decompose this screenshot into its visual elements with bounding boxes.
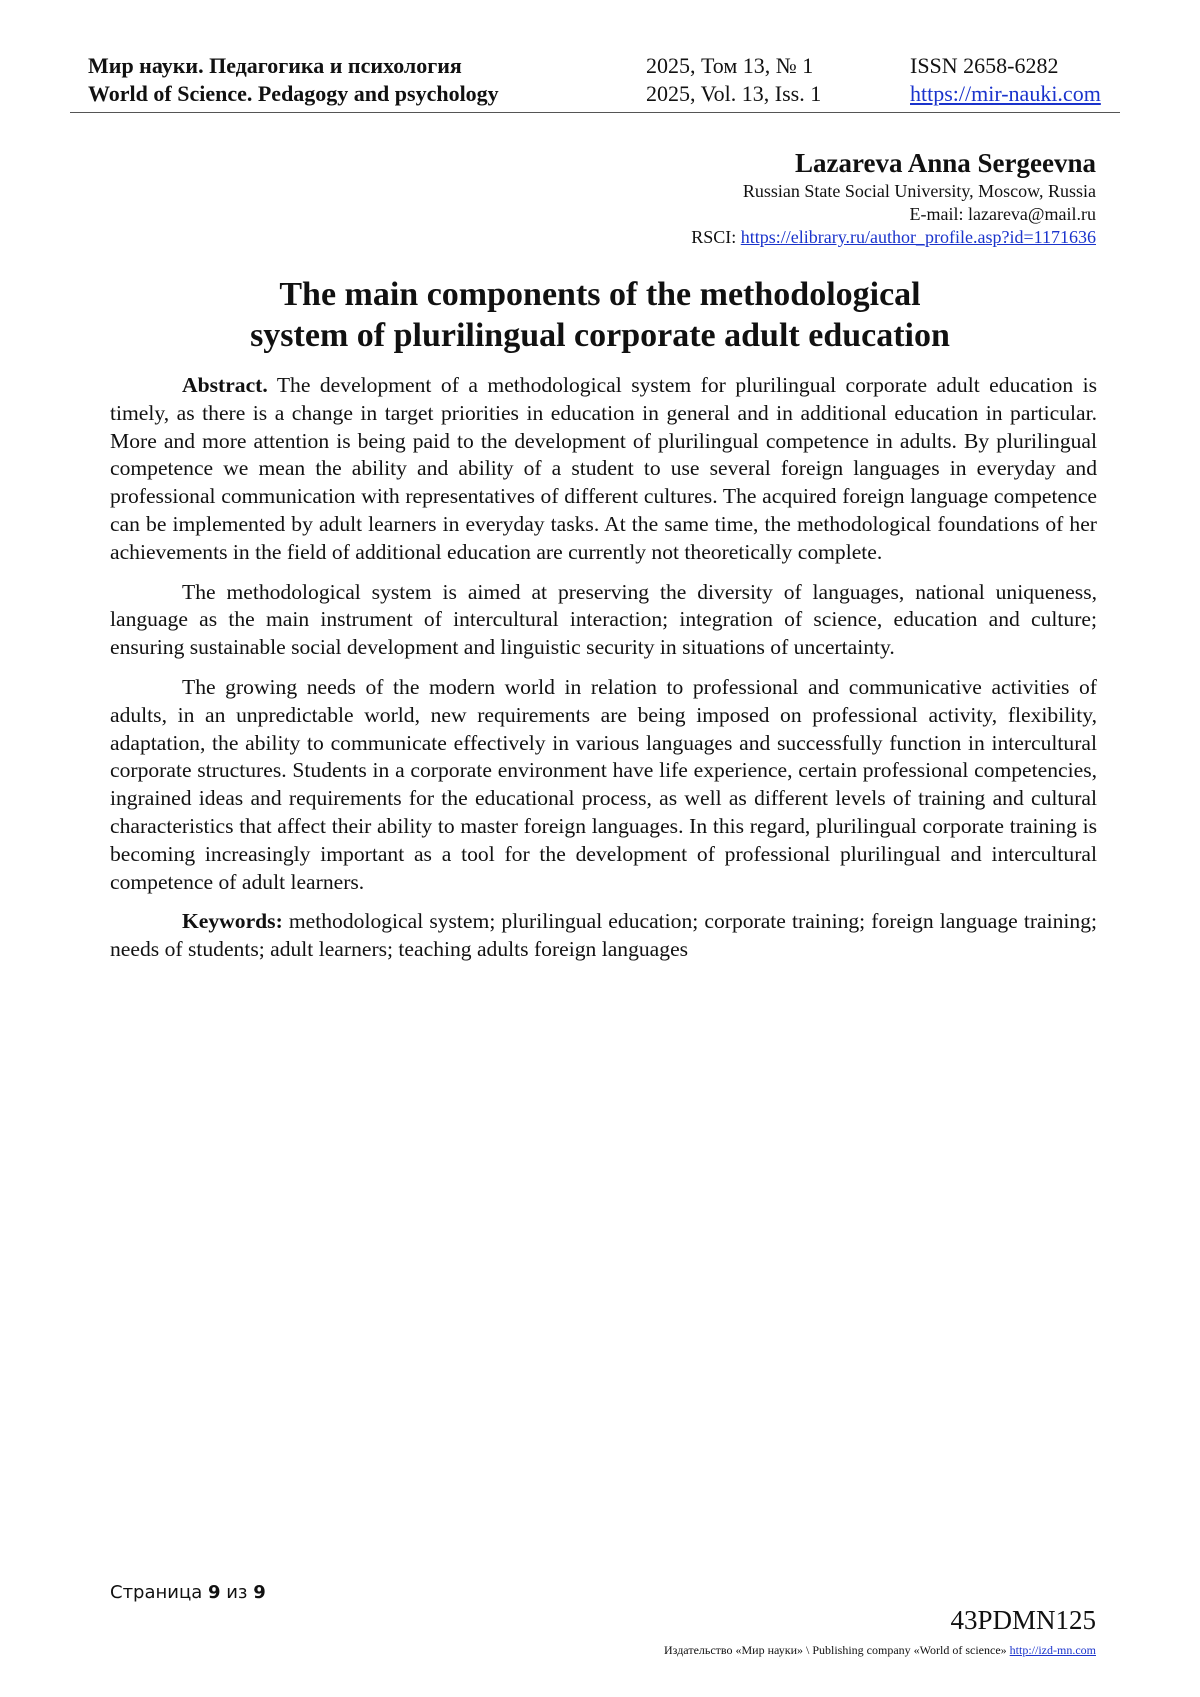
- issue-info-ru: 2025, Том 13, № 1: [646, 53, 814, 78]
- journal-title-column: [88, 52, 499, 108]
- journal-site-link[interactable]: https://mir-nauki.com: [910, 81, 1101, 106]
- rsci-label: RSCI:: [691, 227, 741, 247]
- journal-header: [70, 52, 1120, 113]
- abstract-label: Abstract.: [182, 373, 268, 397]
- issue-info-column: [646, 52, 821, 108]
- page-total: 9: [253, 1582, 266, 1603]
- author-rsci: [691, 226, 1096, 249]
- page-current: 9: [207, 1582, 221, 1603]
- journal-title-ru: Мир науки. Педагогика и психология: [88, 53, 462, 78]
- issn-column: [910, 52, 1101, 108]
- article-code: 43PDMN125: [950, 1605, 1096, 1635]
- journal-title-en: World of Science. Pedagogy and psychology: [88, 81, 499, 106]
- keywords-paragraph: [110, 908, 1097, 964]
- keywords-text: methodological system; plurilingual education; corporate training; foreign language training; needs of students; adult learners; teaching adults foreign languages: [110, 909, 1097, 962]
- abstract-paragraph-2: The methodological system is aimed at preserving the diversity of languages, national uniqueness, language as the main instrument of intercultural interaction; integration of science, education and culture; ensuring sustainable social development and linguistic security in situations of uncertainty.: [110, 579, 1097, 660]
- author-name: Lazareva Anna Sergeevna: [795, 148, 1096, 178]
- article-body: [110, 372, 1097, 976]
- rsci-profile-link[interactable]: https://elibrary.ru/author_profile.asp?id=1171636: [740, 227, 1096, 247]
- author-affiliation: Russian State Social University, Moscow, Russia: [742, 181, 1096, 201]
- keywords-label: Keywords:: [182, 909, 283, 934]
- publisher-footer: [664, 1643, 1096, 1658]
- page-number: [110, 1582, 266, 1603]
- abstract-text-1: The development of a methodological system for plurilingual corporate adult education is timely, as there is a change in target priorities in education in general and in additional education in particular. More and more attention is being paid to the development of plurilingual competence in adults. By plurilingual competence we mean the ability and ability of a student to use several foreign languages in everyday and professional communication with representatives of different cultures. The acquired foreign language competence can be implemented by adult learners in everyday tasks. At the same time, the methodological foundations of her achievements in the field of additional education are currently not theoretically complete.: [110, 373, 1097, 564]
- publisher-link[interactable]: http://izd-mn.com: [1009, 1643, 1096, 1657]
- issue-info-en: 2025, Vol. 13, Iss. 1: [646, 81, 822, 106]
- article-title: [100, 274, 1100, 356]
- abstract-paragraph-1: [110, 372, 1097, 567]
- author-email: E-mail: lazareva@mail.ru: [909, 204, 1096, 224]
- author-block: [691, 146, 1096, 249]
- publisher-text: Издательство «Мир науки» \ Publishing company «World of science»: [664, 1643, 1010, 1657]
- page-middle: из: [220, 1582, 254, 1603]
- article-title-line-2: system of plurilingual corporate adult education: [250, 317, 950, 354]
- page-prefix: Страница: [110, 1582, 208, 1603]
- issn: ISSN 2658-6282: [910, 53, 1059, 78]
- abstract-paragraph-3: The growing needs of the modern world in relation to professional and communicative activities of adults, in an unpredictable world, new requirements are being imposed on professional activity, flexibility, adaptation, the ability to communicate effectively in various languages and successfully function in intercultural corporate structures. Students in a corporate environment have life experience, certain professional competencies, ingrained ideas and requirements for the educational process, as well as different levels of training and cultural characteristics that affect their ability to master foreign languages. In this regard, plurilingual corporate training is becoming increasingly important as a tool for the development of professional plurilingual and intercultural competence of adult learners.: [110, 674, 1097, 894]
- article-title-line-1: The main components of the methodological: [279, 276, 921, 313]
